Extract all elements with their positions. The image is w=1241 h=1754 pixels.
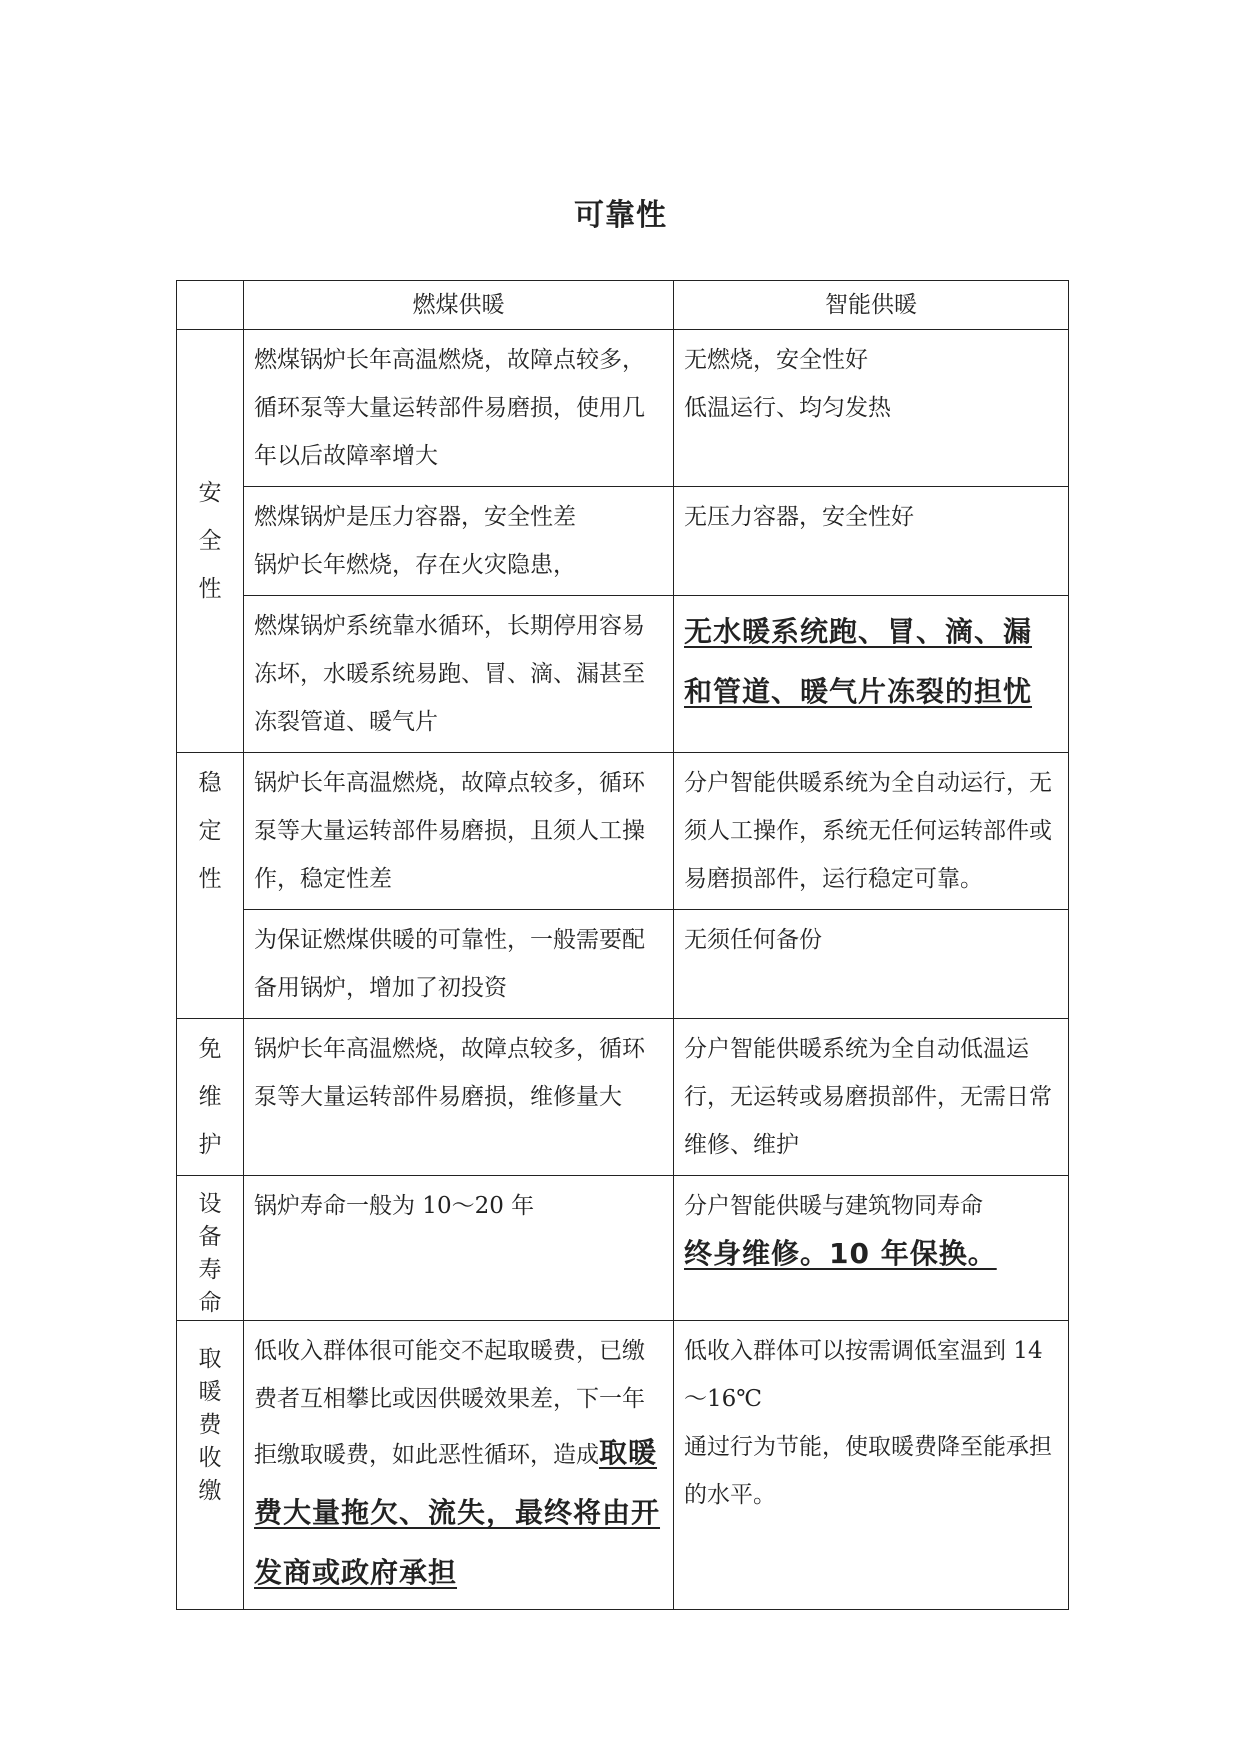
safety-smart-3: 无水暖系统跑、冒、滴、漏和管道、暖气片冻裂的担忧	[674, 596, 1069, 753]
table-row	[177, 596, 1069, 753]
header-row	[177, 281, 1069, 330]
fee-coal: 低收入群体很可能交不起取暖费，已缴费者互相攀比或因供暖效果差，下一年拒缴取暖费，如此恶性循环，造成取暖费大量拖欠、流失，最终将由开发商或政府承担	[244, 1321, 674, 1610]
table-row	[177, 910, 1069, 1019]
category-maintenance: 免维护	[177, 1019, 244, 1176]
header-coal: 燃煤供暖	[244, 281, 674, 330]
table-row	[177, 487, 1069, 596]
category-fee: 取暖费收缴	[177, 1321, 244, 1610]
stability-coal-1: 锅炉长年高温燃烧，故障点较多，循环泵等大量运转部件易磨损，且须人工操作，稳定性差	[244, 753, 674, 910]
stability-coal-2: 为保证燃煤供暖的可靠性，一般需要配备用锅炉，增加了初投资	[244, 910, 674, 1019]
page-title: 可靠性	[574, 198, 667, 233]
safety-coal-1: 燃煤锅炉长年高温燃烧，故障点较多，循环泵等大量运转部件易磨损，使用几年以后故障率增大	[244, 330, 674, 487]
safety-smart-2: 无压力容器，安全性好	[674, 487, 1069, 596]
header-smart: 智能供暖	[674, 281, 1069, 330]
table-row	[177, 1019, 1069, 1176]
maintenance-coal: 锅炉长年高温燃烧，故障点较多，循环泵等大量运转部件易磨损，维修量大	[244, 1019, 674, 1176]
stability-smart-1: 分户智能供暖系统为全自动运行，无须人工操作，系统无任何运转部件或易磨损部件，运行稳定可靠。	[674, 753, 1069, 910]
category-safety: 安全性	[177, 330, 244, 753]
lifetime-smart: 分户智能供暖与建筑物同寿命 终身维修。10 年保换。	[674, 1176, 1069, 1321]
table-row	[177, 330, 1069, 487]
lifetime-coal: 锅炉寿命一般为 10～20 年	[244, 1176, 674, 1321]
maintenance-smart: 分户智能供暖系统为全自动低温运行，无运转或易磨损部件，无需日常维修、维护	[674, 1019, 1069, 1176]
fee-smart: 低收入群体可以按需调低室温到 14～16℃ 通过行为节能，使取暖费降至能承担的水平。	[674, 1321, 1069, 1610]
category-lifetime: 设备寿命	[177, 1176, 244, 1321]
safety-smart-1: 无燃烧，安全性好 低温运行、均匀发热	[674, 330, 1069, 487]
header-empty	[177, 281, 244, 330]
table-row	[177, 1321, 1069, 1610]
stability-smart-2: 无须任何备份	[674, 910, 1069, 1019]
safety-coal-3: 燃煤锅炉系统靠水循环，长期停用容易冻坏，水暖系统易跑、冒、滴、漏甚至冻裂管道、暖气片	[244, 596, 674, 753]
comparison-table	[176, 280, 1069, 1610]
table-row	[177, 753, 1069, 910]
category-stability: 稳定性	[177, 753, 244, 1019]
safety-coal-2: 燃煤锅炉是压力容器，安全性差 锅炉长年燃烧，存在火灾隐患，	[244, 487, 674, 596]
table-row	[177, 1176, 1069, 1321]
